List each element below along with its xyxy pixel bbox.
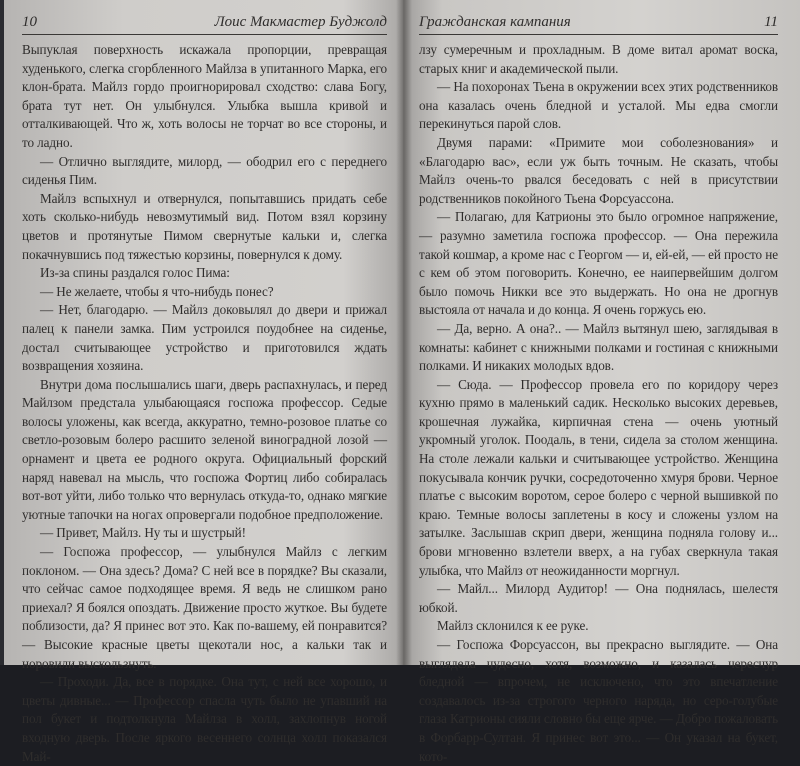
- paragraph: Двумя парами: «Примите мои соболезнования» и «Благодарю вас», если уж быть точным. Не сказать, чтобы Майлз очень-то рвался беседовать с ней в присутствии родственников покойного Тьена Форсуассона.: [419, 134, 778, 206]
- paragraph: Выпуклая поверхность искажала пропорции, превращая худенького, слегка сгорбленного Майлза в упитанного Марка, его клон-брата. Майлз гордо проигнорировал сходство: слава Богу, брата тут нет. Он улыбнулся. Улыбка вышла кривой и отталкивающей. Что ж, хоть волосы не торчат во все стороны, и то ладно.: [22, 42, 387, 150]
- paragraph: — Не желаете, чтобы я что-нибудь понес?: [40, 283, 274, 299]
- paragraph: — Да, верно. А она?.. — Майлз вытянул шею, заглядывая в комнаты: кабинет с книжными полками и гостиная с книжными полками. И никаких молодых вдов.: [419, 320, 778, 374]
- paragraph: — На похоронах Тьена в окружении всех этих родственников она казалась очень бледной и усталой. Мы едва смогли перекинуться парой слов.: [419, 79, 778, 132]
- right-page-text: [419, 41, 778, 766]
- paragraph: лзу сумеречным и прохладным. В доме витал аромат воска, старых книг и академической пыли.: [419, 42, 778, 76]
- paragraph: Из-за спины раздался голос Пима:: [40, 265, 230, 281]
- paragraph: — Госпожа Форсуассон, вы прекрасно выглядите. — Она выглядела чудесно, хотя, возможно, и казалась чересчур бледной — впрочем, не исключено, что это впечатление создавалось из-за строгого черного наряда, но серо-голубые глаза Катрионы сияли словно бы еще ярче. — Добро пожаловать в Форбарр-Султан. Я принес вот это... — Он указал на букет, кото-: [419, 637, 778, 764]
- right-page-header: [419, 12, 778, 35]
- paragraph: — Проходи. Да, все в порядке. Она тут, с ней все хорошо, и цветы дивные... — Профессор спасла чуть было не упавший на пол букет и подтолкнула Майлза в холл, захлопнув ногой входную дверь. После яркого весеннего солнца холл показался Май-: [22, 674, 387, 764]
- paragraph: — Сюда. — Профессор провела его по коридору через кухню прямо в маленький садик. Несколько высоких деревьев, крошечная лужайка, кирпичная стена — очень уютный укромный уголок. Поодаль, в тени, сидела за столом женщина. На столе лежали кальки и считывающее устройство. Женщина покусывала кончик ручки, сосредоточенно хмуря брови. Черное платье с высоким воротом, серое болеро с черной вышивкой по краю. Темные волосы заплетены в косу и сложены узлом на затылке. Заслышав скрип двери, женщина подняла голову и... брови мгновенно взлетели вверх, а на губах сверкнула такая улыбка, что Майлз от неожиданности моргнул.: [419, 376, 778, 578]
- paragraph: — Нет, благодарю. — Майлз доковылял до двери и прижал палец к панели замка. Пим устроился поудобнее на сиденье, достал считывающее устройство и приготовился ждать возвращения хозяина.: [22, 302, 387, 374]
- paragraph: — Отлично выглядите, милорд, — ободрил его с переднего сиденья Пим.: [22, 153, 387, 188]
- left-page-text: [22, 41, 387, 766]
- left-page-number: 10: [22, 14, 37, 30]
- right-page: [403, 0, 800, 764]
- left-page: [4, 0, 403, 764]
- left-running-head: Лоис Макмастер Буджолд: [214, 14, 387, 30]
- paragraph: — Привет, Майлз. Ну ты и шустрый!: [40, 525, 246, 541]
- right-page-number: 11: [764, 14, 778, 30]
- paragraph: Майлз склонился к ее руке.: [437, 618, 589, 634]
- paragraph: — Госпожа профессор, — улыбнулся Майлз с легким поклоном. — Она здесь? Дома? С ней все в порядке? Вы сказали, что сейчас самое подходящее время. Я ведь не слишком рано приехал? Я боялся опоздать. Движение просто жуткое. Вы будете поблизости, да? Я принес вот это. Как по-вашему, ей понравится? — Высокие красные цветы щекотали нос, а кальки так и норовили выскользнуть.: [22, 544, 387, 671]
- left-page-header: [22, 12, 387, 35]
- paragraph: — Полагаю, для Катрионы это было огромное напряжение, — разумно заметила госпожа профессор. — Она пережила такой кошмар, а кроме нас с Георгом — и, ей-ей, — ей просто не с кем об этом поговорить. Конечно, ее наипервейшим долгом было помочь Никки все это выдержать. Но она не дрогнув выстояла от начала и до конца. Я очень горжусь ею.: [419, 209, 778, 318]
- paragraph: — Майл... Милорд Аудитор! — Она поднялась, шелестя юбкой.: [419, 581, 778, 615]
- paragraph: Внутри дома послышались шаги, дверь распахнулась, и перед Майлзом предстала улыбающаяся госпожа профессор. Седые волосы уложены, как всегда, аккуратно, темно-розовое платье со светло-розовым болеро расшито зеленой виноградной лозой — орнамент и цвета ее родного округа. Официальный форский наряд навевал на мысль, что госпожа Фортиц либо собиралась вот-вот уйти, либо только что вернулась откуда-то, однако мягкие уютные тапочки на ногах опровергали подобное предположение.: [22, 376, 387, 522]
- right-running-head: Гражданская кампания: [419, 14, 571, 30]
- paragraph: Майлз вспыхнул и отвернулся, попытавшись придать себе хоть сколько-нибудь невозмутимый вид. Потом взял корзину цветов и протянутые Пимом свернутые кальки и, слегка покачнувшись под тяжестью корзины, повернулся к дому.: [22, 190, 387, 262]
- book-gutter: [396, 0, 412, 665]
